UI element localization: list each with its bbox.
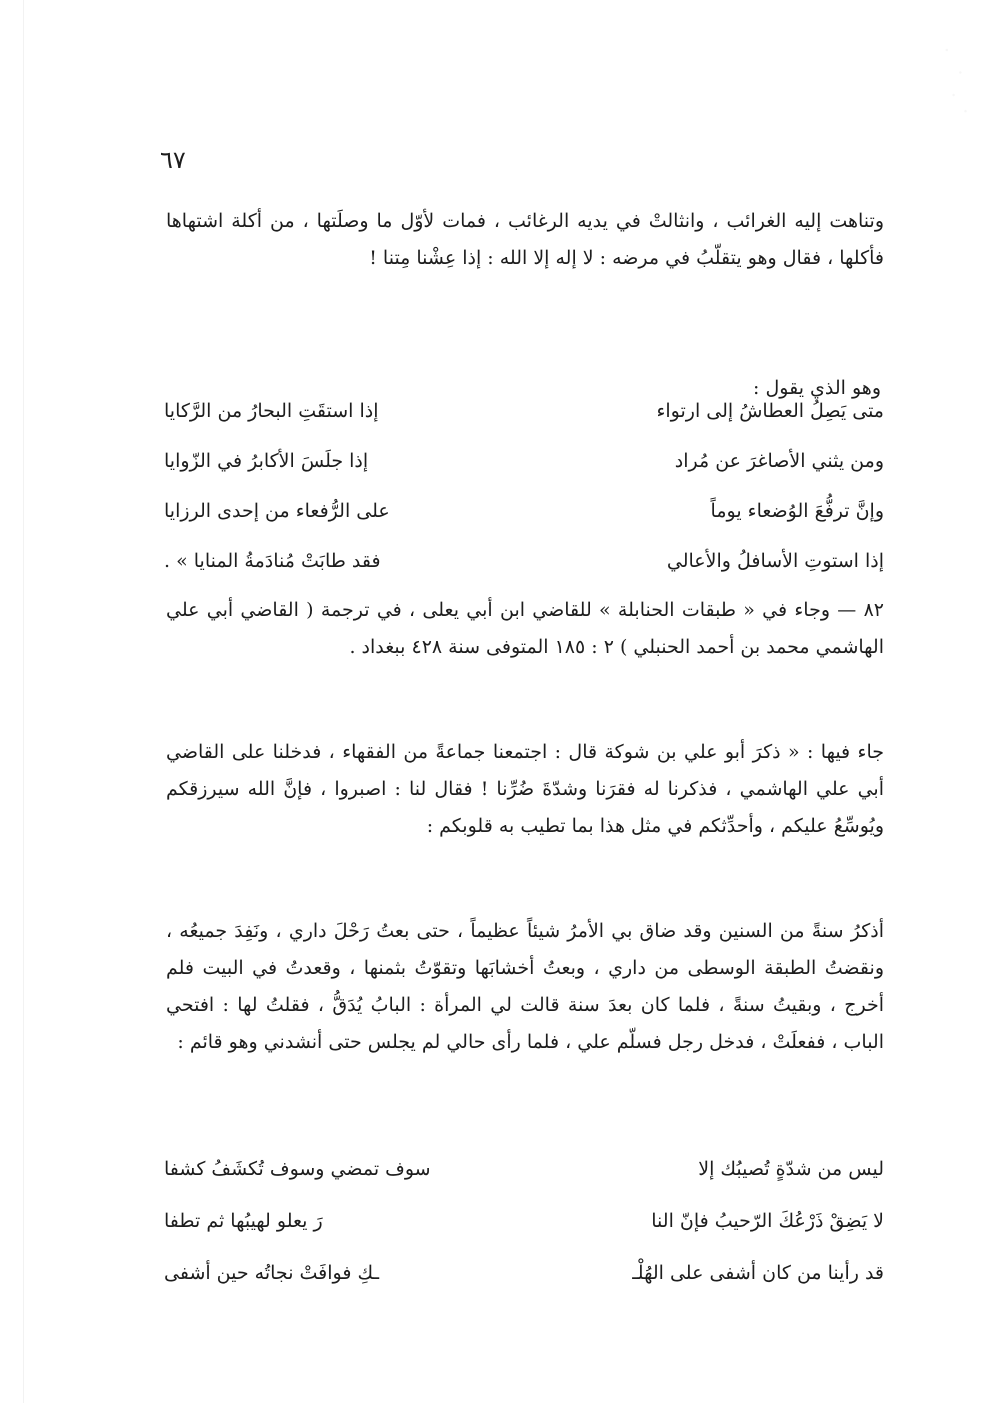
paragraph-1: وتناهت إليه الغرائب ، وانثالتْ في يديه الرغائب ، فمات لأوّل ما وصلَتها ، من أكلة اشتهاها فأكلها ، فقال وهو يتقلّبُ في مرضه : لا إله إلا الله : إذا عِشْنا مِتنا ! [166, 210, 884, 269]
paragraph-5: أذكرُ سنةً من السنين وقد ضاق بي الأمرُ شيئاً عظيماً ، حتى بعتُ رَحْلَ داري ، ونَفِدَ جميعُه ، ونقضتُ الطبقة الوسطى من داري ، وبعتُ أخشابَها وتقوّتُ بثمنها ، وقعدتُ في البيت فلم أخرج ، وبقيتُ سنةً ، فلما كان بعدَ سنة قالت لي المرأة : البابُ يُدَقُّ ، فقلتُ لها : افتحي الباب ، ففعلَتْ ، فدخل رجل فسلّم علي ، فلما رأى حالي لم يجلس حتى أنشدني وهو قائم : [166, 920, 884, 1053]
page-edge-line [23, 0, 24, 1403]
poem-1-line-4-first: إذا استوتِ الأسافلُ والأعالي [666, 550, 884, 572]
poem-2-line-1 [164, 1153, 884, 1205]
poem-2-line-3 [164, 1257, 884, 1309]
poem-1-line-2 [164, 445, 884, 495]
poem-1-line-2-second: إذا جلَسَ الأكابرُ في الزّوايا [164, 450, 369, 472]
poem-2-line-1-first: ليس من شدّةٍ تُصيبُك إلا [698, 1158, 884, 1180]
scan-speckle [940, 32, 974, 122]
poem-1-line-4 [164, 545, 884, 595]
poem-2 [164, 1153, 884, 1309]
poem-2-line-3-first: قد رأينا من كان أشفى على الهُلْـ [632, 1262, 884, 1284]
poem-1-line-1-first: متى يَصِلُ العطاشُ إلى ارتواء [656, 400, 884, 422]
poem-1-line-3-first: وإنَّ ترفُّعَ الوُضعاء يوماً [710, 500, 884, 522]
poem-1 [164, 395, 884, 595]
paragraph-3: ٨٢ — وجاء في « طبقات الحنابلة » للقاضي ابن أبي يعلى ، في ترجمة ( القاضي أبي علي الهاشمي محمد بن أحمد الحنبلي ) ٢ : ١٨٥ المتوفى سنة ٤٢٨ ببغداد . [166, 599, 884, 658]
poem-2-line-2-first: لا يَضِقْ ذَرْعُكَ الرّحيبُ فإنّ النا [651, 1210, 884, 1232]
paragraph-2: وهو الذي يقول : [753, 377, 881, 399]
page-number: ٦٧ [160, 146, 186, 174]
paragraph-4: جاء فيها : « ذكرَ أبو علي بن شوكة قال : اجتمعنا جماعةً من الفقهاء ، فدخلنا على القاضي أبي علي الهاشمي ، فذكرنا له فقرَنا وشدّةَ ضُرِّنا ! فقال لنا : اصبروا ، فإنَّ الله سيرزقكم ويُوسِّعُ عليكم ، وأحدِّثكم في مثل هذا بما تطيب به قلوبكم : [166, 741, 884, 837]
poem-1-line-2-first: ومن يثني الأصاغرَ عن مُراد [674, 450, 884, 472]
poem-2-line-2 [164, 1205, 884, 1257]
poem-2-line-2-second: رَ يعلو لهيبُها ثم تطفا [164, 1210, 323, 1232]
poem-1-line-1 [164, 395, 884, 445]
poem-1-line-3-second: على الرُّفعاء من إحدى الرزايا [164, 500, 390, 522]
poem-1-line-3 [164, 495, 884, 545]
poem-2-line-3-second: ـكِ فوافَتْ نجاتُه حين أشفى [164, 1262, 380, 1284]
poem-1-line-1-second: إذا استقَتِ البحارُ من الرَّكايا [164, 400, 379, 422]
poem-1-line-4-second: فقد طابَتْ مُنادَمةُ المنايا » . [164, 550, 381, 572]
poem-2-line-1-second: سوف تمضي وسوف تُكشَفُ كشفا [164, 1158, 431, 1180]
